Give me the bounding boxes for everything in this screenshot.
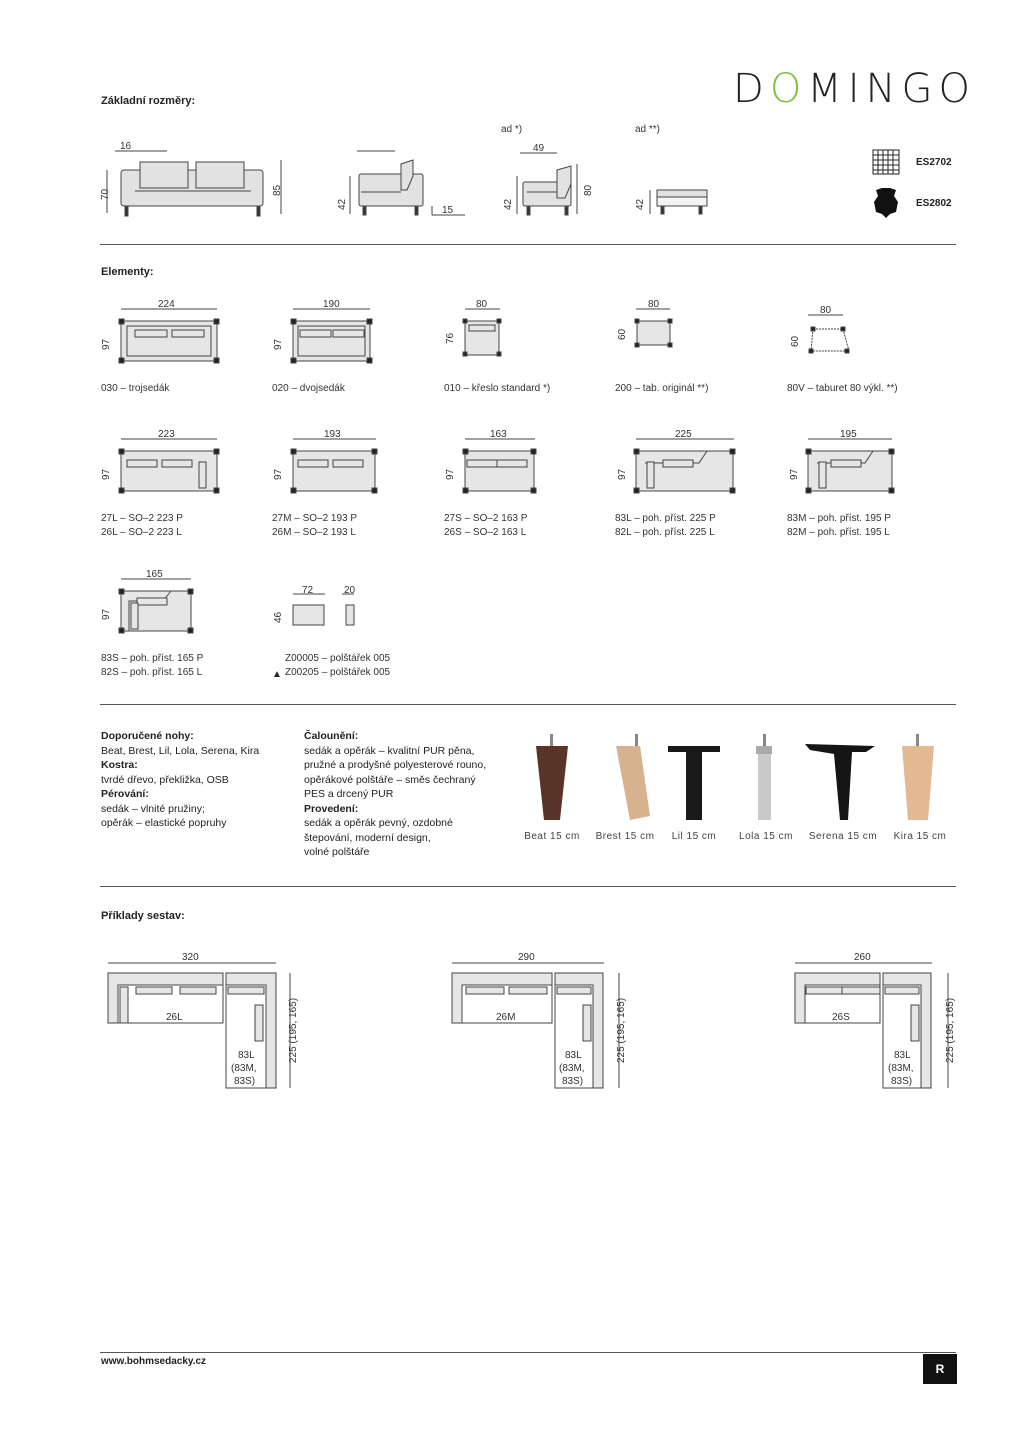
section-title-elements: Elementy: xyxy=(101,266,154,278)
dim-w-010: 80 xyxy=(476,299,488,310)
dim-h-27l: 97 xyxy=(101,468,112,480)
legs-images xyxy=(520,732,960,828)
dim-w-200: 80 xyxy=(648,299,660,310)
section-title-examples: Příklady sestav: xyxy=(101,910,185,922)
leg-brest xyxy=(616,734,650,820)
label-27s: 27S – SO–2 163 P 26S – SO–2 163 L xyxy=(444,513,528,538)
leg-lola xyxy=(756,734,772,820)
dim-w-27m: 193 xyxy=(324,429,341,440)
dim-15: 15 xyxy=(442,205,454,216)
set-3-drawing xyxy=(795,963,948,1088)
ad-note-1: ad *) xyxy=(501,124,523,135)
footer-url[interactable]: www.bohmsedacky.cz xyxy=(101,1356,207,1367)
dim-h-pillow: 46 xyxy=(273,611,284,623)
dim-w-83s: 165 xyxy=(146,569,163,580)
leg-label-serena: Serena 15 cm xyxy=(808,831,878,842)
set-2-height: 225 (195, 165) xyxy=(616,997,627,1063)
leg-label-beat: Beat 15 cm xyxy=(524,831,580,842)
set-3-height: 225 (195, 165) xyxy=(945,997,956,1063)
armchair-side-drawing xyxy=(517,153,577,215)
ottoman-drawing xyxy=(650,190,707,214)
dim-h-83s: 97 xyxy=(101,608,112,620)
dim-42a: 42 xyxy=(337,198,348,210)
dim-w-83m: 195 xyxy=(840,429,857,440)
label-200: 200 – tab. originál **) xyxy=(615,383,709,394)
leg-label-brest: Brest 15 cm xyxy=(595,831,655,842)
divider-3 xyxy=(100,886,956,887)
set-2-corner-1: 83L xyxy=(565,1050,582,1061)
set-2-corner-3: 83S) xyxy=(562,1076,584,1087)
dim-85: 85 xyxy=(272,184,283,196)
set-1-corner-1: 83L xyxy=(238,1050,255,1061)
leg-kira xyxy=(902,734,934,820)
set-1-corner-2: (83M, xyxy=(231,1063,257,1074)
set-1-corner-3: 83S) xyxy=(234,1076,256,1087)
dim-49: 49 xyxy=(533,143,545,154)
dim-h-020: 97 xyxy=(273,338,284,350)
dim-h-030: 97 xyxy=(101,338,112,350)
brand-logo: DOMINGO xyxy=(733,66,977,112)
elements-dimension-labels xyxy=(95,290,955,650)
set-3-corner-3: 83S) xyxy=(891,1076,913,1087)
label-27l: 27L – SO–2 223 P 26L – SO–2 223 L xyxy=(101,513,183,538)
set-2-width: 290 xyxy=(518,952,535,963)
material-icons xyxy=(870,148,902,218)
dim-h-010: 76 xyxy=(445,332,456,344)
dim-42b: 42 xyxy=(503,198,514,210)
page-badge: R xyxy=(923,1354,957,1384)
dim-w-030: 224 xyxy=(158,299,175,310)
footer-divider xyxy=(100,1352,956,1353)
set-3-width: 260 xyxy=(854,952,871,963)
set-1-height: 225 (195, 165) xyxy=(288,997,299,1063)
dim-h-80v: 60 xyxy=(790,335,801,347)
set-1-side: 26L xyxy=(166,1012,183,1023)
leg-serena xyxy=(805,744,875,820)
specs-middle: Čalounění: sedák a opěrák – kvalitní PUR pěna, pružné a prodyšné polyesterové rouno, opěrákové polštáře – směs čechraný PES a drcený PUR Provedení: sedák a opěrák pevný, ozdobné štepování, moderní design, volné polštáře xyxy=(304,730,487,858)
label-010: 010 – křeslo standard *) xyxy=(444,383,551,394)
dim-16: 16 xyxy=(120,141,132,152)
dim-w-pillow: 72 xyxy=(302,585,314,596)
set-1-drawing xyxy=(108,963,290,1088)
set-3-side: 26S xyxy=(832,1012,850,1023)
label-83s: 83S – poh. příst. 165 P 82S – poh. příst. 165 L xyxy=(101,653,204,678)
dim-h-27s: 97 xyxy=(445,468,456,480)
pillow-leather-icon: ▲ xyxy=(272,669,282,680)
dim-h-27m: 97 xyxy=(273,468,284,480)
set-2-side: 26M xyxy=(496,1012,516,1023)
dim-h-83m: 97 xyxy=(789,468,800,480)
label-020: 020 – dvojsedák xyxy=(272,383,345,394)
basic-dimensions-drawings xyxy=(95,118,735,228)
fabric-icon xyxy=(873,150,899,174)
section-title-basic: Základní rozměry: xyxy=(101,95,196,107)
label-83l: 83L – poh. příst. 225 P 82L – poh. příst. 225 L xyxy=(615,513,716,538)
set-1-width: 320 xyxy=(182,952,199,963)
divider-2 xyxy=(100,704,956,705)
dim-h-200: 60 xyxy=(617,328,628,340)
label-83m: 83M – poh. příst. 195 P 82M – poh. příst. 195 L xyxy=(787,513,891,538)
set-2-corner-2: (83M, xyxy=(559,1063,585,1074)
leg-label-lola: Lola 15 cm xyxy=(739,831,793,842)
dim-h-83l: 97 xyxy=(617,468,628,480)
set-3-corner-2: (83M, xyxy=(888,1063,914,1074)
leg-label-kira: Kira 15 cm xyxy=(893,831,947,842)
fabric-code: ES2702 xyxy=(916,157,952,168)
dim-w-83l: 225 xyxy=(675,429,692,440)
set-2-drawing xyxy=(452,963,619,1088)
label-030: 030 – trojsedák xyxy=(101,383,170,394)
specs-left: Doporučené nohy: Beat, Brest, Lil, Lola, Serena, Kira Kostra: tvrdé dřevo, překližka, OSB Pérování: sedák – vlnité pružiny; opěrák – elastické popruhy xyxy=(101,730,260,829)
divider-1 xyxy=(100,244,956,245)
leather-code: ES2802 xyxy=(916,198,952,209)
label-80v: 80V – taburet 80 výkl. **) xyxy=(787,383,898,394)
dim-w-80v: 80 xyxy=(820,305,832,316)
label-pillow: Z00005 – polštářek 005 Z00205 – polštářek 005 xyxy=(285,653,391,678)
leg-beat xyxy=(536,734,568,820)
dim-w-27s: 163 xyxy=(490,429,507,440)
dim-w-27l: 223 xyxy=(158,429,175,440)
dim-w-pillow-side: 20 xyxy=(344,585,356,596)
set-3-corner-1: 83L xyxy=(894,1050,911,1061)
leg-lil xyxy=(668,746,720,820)
leather-icon xyxy=(874,188,898,218)
ad-note-2: ad **) xyxy=(635,124,661,135)
leg-label-lil: Lil 15 cm xyxy=(671,831,717,842)
sofa-front-drawing xyxy=(107,151,281,216)
dim-70: 70 xyxy=(100,188,111,200)
dim-80: 80 xyxy=(583,184,594,196)
examples-drawings xyxy=(100,945,960,1095)
dim-42c: 42 xyxy=(635,198,646,210)
label-27m: 27M – SO–2 193 P 26M – SO–2 193 L xyxy=(272,513,358,538)
dim-w-020: 190 xyxy=(323,299,340,310)
